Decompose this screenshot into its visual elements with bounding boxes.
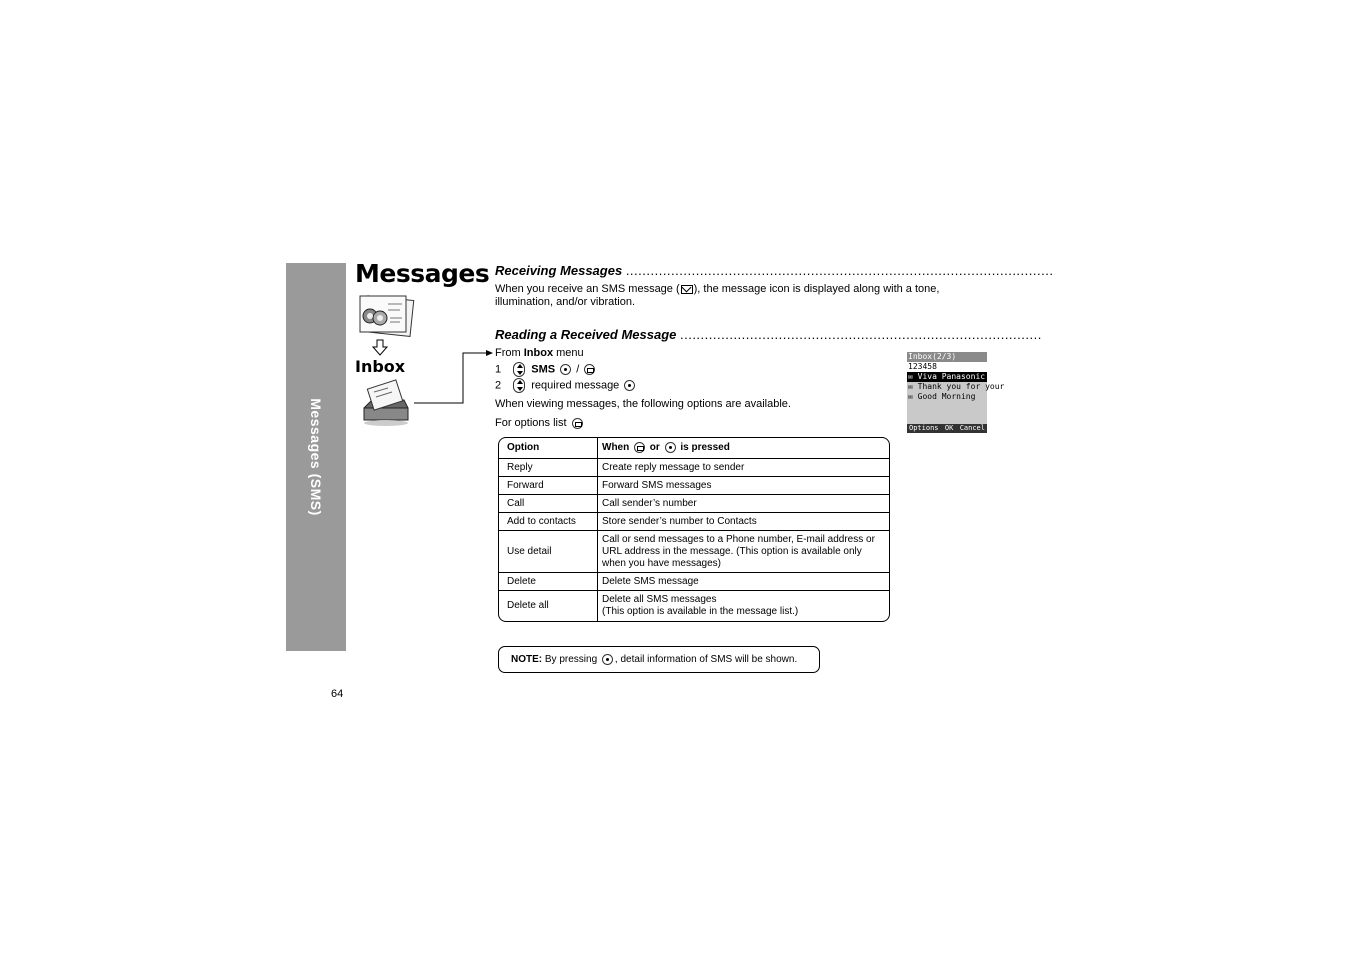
messages-menu-icon [358, 294, 416, 336]
header-when-prefix: When [602, 442, 630, 454]
note-text-before: By pressing [542, 654, 598, 665]
table-row [499, 573, 889, 591]
option-name: Forward [499, 477, 598, 495]
inbox-menu-label: Inbox [355, 357, 406, 376]
step-number: 1 [495, 363, 502, 376]
note-label: NOTE: [511, 654, 543, 665]
options-list-line [495, 417, 585, 430]
page-title: Messages [355, 259, 490, 288]
from-menu-name: Inbox [523, 347, 554, 359]
option-desc-line1: Delete all SMS messages [602, 594, 717, 605]
center-select-key-icon [624, 380, 635, 391]
option-name: Call [499, 495, 598, 513]
option-desc: Call or send messages to a Phone number, E-mail address or URL address in the message. (This option is available only when you have messages) [598, 531, 889, 573]
option-desc-line2: (This option is available in the message list.) [602, 606, 799, 617]
sidebar-label-container [286, 263, 346, 651]
note-text-after: , detail information of SMS will be shown. [614, 654, 798, 665]
table-header-row [499, 438, 889, 459]
receiving-text-2: ), the message icon is displayed along with a tone, [693, 283, 940, 295]
center-select-key-icon [602, 654, 613, 665]
table-row [499, 513, 889, 531]
from-prefix: From [495, 347, 524, 359]
soft-key-icon [572, 418, 583, 429]
header-option: Option [499, 438, 598, 459]
step1-label: SMS [531, 363, 556, 376]
inbox-tray-icon [360, 378, 410, 426]
down-arrow-icon [372, 339, 388, 356]
reading-message-heading [495, 327, 1042, 342]
step1-separator: / [576, 363, 580, 376]
softkey-left: Options [909, 424, 939, 432]
from-inbox-line [495, 347, 584, 360]
from-suffix: menu [553, 347, 584, 359]
step-number: 2 [495, 379, 502, 392]
options-table [498, 437, 890, 622]
page-number: 64 [331, 688, 344, 700]
heading-leader-dots: ........................................................................................ [679, 327, 1042, 342]
table-row [499, 591, 889, 621]
step-1 [495, 362, 597, 377]
screen-item-selected: ✉ Viva Panasonic [908, 372, 986, 381]
option-desc [598, 591, 889, 621]
softkey-right: Cancel [959, 424, 985, 432]
option-name: Delete all [499, 591, 598, 621]
sidebar-label: Messages (SMS) [308, 398, 324, 516]
receiving-messages-heading [495, 263, 1054, 278]
viewing-text: When viewing messages, the following options are available. [495, 398, 791, 410]
option-desc: Create reply message to sender [598, 459, 889, 477]
reading-heading-text: Reading a Received Message [495, 327, 677, 342]
header-when-or: or [649, 442, 660, 454]
screen-header: Inbox(2/3) [907, 352, 987, 362]
options-text: For options list [495, 417, 567, 429]
option-desc: Delete SMS message [598, 573, 889, 591]
step-2 [495, 378, 637, 393]
connector-arrow [413, 347, 493, 407]
screen-item: ✉ Good Morning [908, 392, 976, 401]
phone-screen-inbox [907, 352, 1005, 433]
center-select-key-icon [665, 442, 676, 453]
option-name: Add to contacts [499, 513, 598, 531]
screen-item: ✉ Thank you for your [908, 382, 1005, 391]
envelope-icon [681, 285, 693, 294]
screen-softkey-bar [907, 424, 987, 433]
receiving-heading-text: Receiving Messages [495, 263, 623, 278]
table-row [499, 477, 889, 495]
option-desc: Store sender’s number to Contacts [598, 513, 889, 531]
screen-number: 123458 [907, 362, 987, 372]
screen-item-text: Thank you for your [917, 382, 1005, 391]
option-desc: Forward SMS messages [598, 477, 889, 495]
option-name: Reply [499, 459, 598, 477]
header-when-suffix: is pressed [680, 442, 730, 454]
table-row [499, 495, 889, 513]
soft-key-icon [584, 364, 595, 375]
header-when [598, 438, 889, 459]
softkey-middle: OK [944, 424, 954, 432]
table-row [499, 459, 889, 477]
option-desc: Call sender’s number [598, 495, 889, 513]
receiving-body [495, 283, 995, 309]
up-down-navigation-key-icon [513, 362, 525, 377]
receiving-text-1: When you receive an SMS message ( [495, 283, 680, 295]
screen-item-text: Viva Panasonic [917, 372, 986, 381]
heading-leader-dots: ........................................................................................................ [625, 263, 1054, 278]
soft-key-icon [634, 442, 645, 453]
center-select-key-icon [560, 364, 571, 375]
receiving-text-3: illumination, and/or vibration. [495, 296, 636, 308]
option-name: Delete [499, 573, 598, 591]
screen-item-text: Good Morning [917, 392, 976, 401]
table-row [499, 531, 889, 573]
up-down-navigation-key-icon [513, 378, 525, 393]
note-box [498, 646, 820, 673]
step2-label: required message [531, 379, 620, 392]
option-name: Use detail [499, 531, 598, 573]
